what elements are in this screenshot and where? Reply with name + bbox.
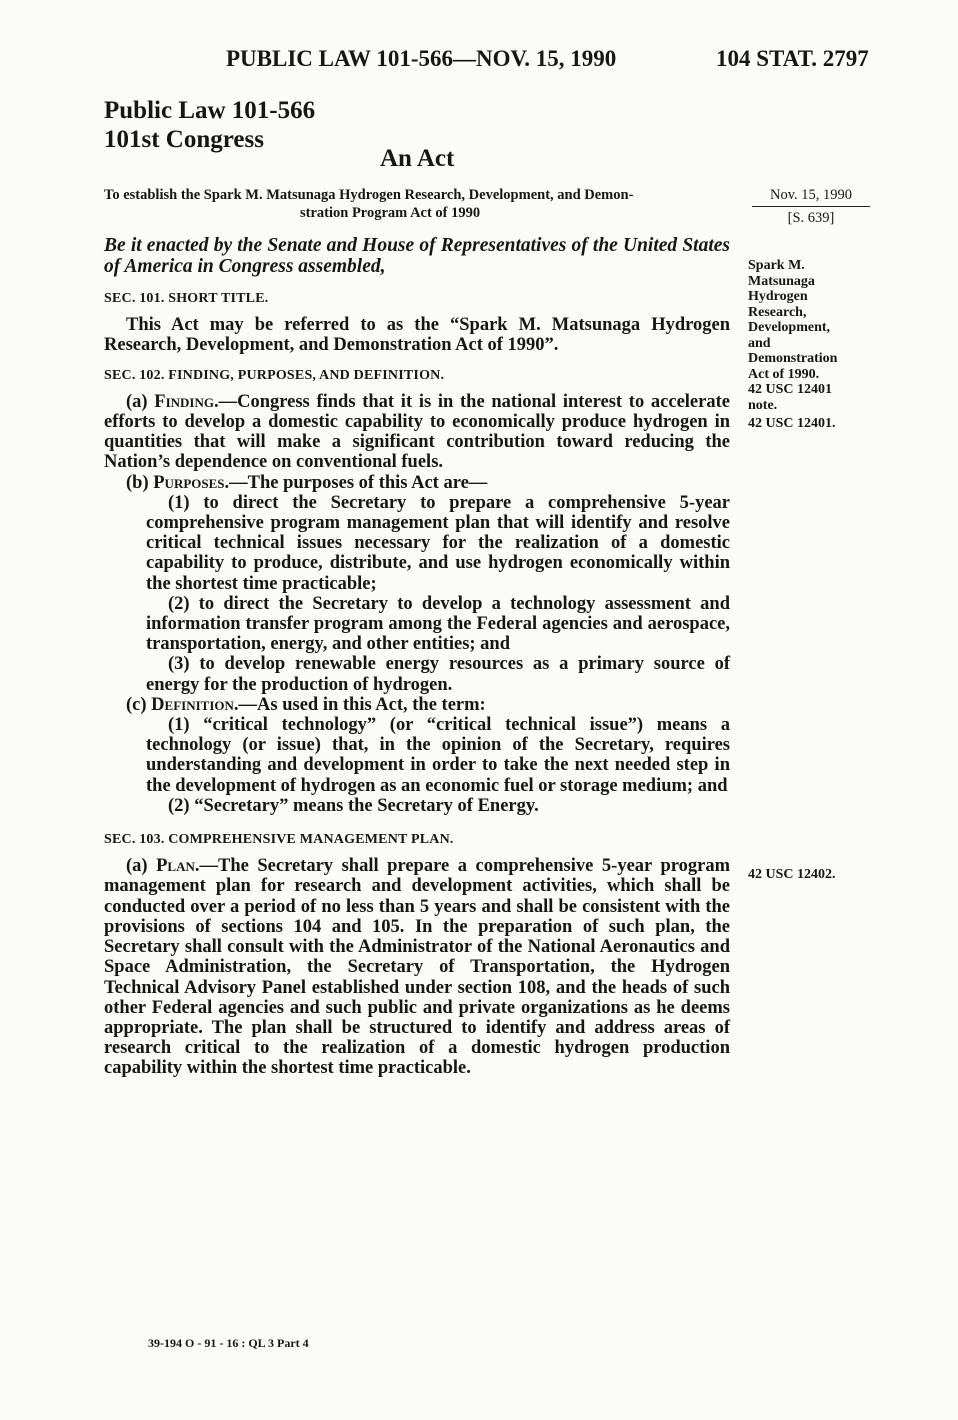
section-102-c-1: (1) “critical technology” (or “critical technical issue”) means a technology (or issue) that, in the opinion of the Secretary, requires understanding and development in order to take the next needed step in the development of hydrogen as an economic fuel or storage medium; and xyxy=(146,715,730,796)
margin-note-line: and xyxy=(748,335,771,351)
enactment-date: Nov. 15, 1990 xyxy=(752,186,870,207)
section-102-c-2: (2) “Secretary” means the Secretary of Energy. xyxy=(168,795,539,816)
long-title xyxy=(104,186,736,222)
section-102-b-3: (3) to develop renewable energy resources as a primary source of energy for the production of hydrogen. xyxy=(146,654,730,695)
section-103-heading: SEC. 103. COMPREHENSIVE MANAGEMENT PLAN. xyxy=(104,832,454,848)
subsection-caption: Purposes xyxy=(153,472,225,493)
section-102-c xyxy=(104,695,730,715)
subsection-label: (a) xyxy=(126,856,157,877)
margin-note-line: Matsunaga xyxy=(748,273,815,289)
long-title-line2: stration Program Act of 1990 xyxy=(300,205,481,221)
margin-note-line: Spark M. xyxy=(748,258,805,273)
section-103-a xyxy=(104,856,730,1078)
enacting-clause: Be it enacted by the Senate and House of Representatives of the United States of America in Congress assembled, xyxy=(104,235,730,277)
section-101-heading: SEC. 101. SHORT TITLE. xyxy=(104,291,269,306)
margin-note-line: Hydrogen xyxy=(748,289,808,304)
subsection-label: (c) xyxy=(126,694,152,715)
section-102-a xyxy=(104,392,730,473)
law-identification xyxy=(104,96,384,154)
subsection-text: .—Congress finds that it is in the national interest to accelerate efforts to develop a domestic capability to economically produce hydrogen in quantities that will make a significant contribution toward reducing the Nation’s dependence on conventional fuels. xyxy=(104,391,730,473)
margin-short-title-note xyxy=(748,258,878,413)
margin-date-block xyxy=(752,186,870,227)
long-title-line1: To establish the Spark M. Matsunaga Hydrogen Research, Development, and Demon- xyxy=(104,187,634,203)
margin-note-line: Demonstration xyxy=(748,351,838,366)
margin-usc-12402: 42 USC 12402. xyxy=(748,867,836,882)
law-number: Public Law 101-566 xyxy=(104,97,316,124)
subsection-text: .—The purposes of this Act are— xyxy=(224,472,488,493)
margin-note-line: 42 USC 12401 xyxy=(748,382,833,397)
subsection-label: (b) xyxy=(126,472,154,493)
section-102-heading: SEC. 102. FINDING, PURPOSES, AND DEFINITION. xyxy=(104,367,445,383)
page-stat: 104 STAT. 2797 xyxy=(716,46,869,71)
margin-note-line: Act of 1990. xyxy=(748,366,820,382)
subsection-caption: Definition xyxy=(151,694,234,715)
subsection-caption: Plan xyxy=(156,856,195,877)
margin-note-line: note. xyxy=(748,397,778,413)
print-code-footer: 39-194 O - 91 - 16 : QL 3 Part 4 xyxy=(148,1336,309,1350)
act-heading: An Act xyxy=(380,145,455,172)
margin-note-line: Research, xyxy=(748,304,807,320)
subsection-caption: Finding xyxy=(154,391,214,412)
subsection-text: .—The Secretary shall prepare a comprehensive 5-year program management plan for research and development activities, which shall be conducted over a period of no less than 5 years and shall be consistent with the provisions of sections 104 and 105. In the preparation of such plan, the Secretary shall consult with the Administrator of the National Aeronautics and Space Administration, the Secretary of Transportation, the Hydrogen Technical Advisory Panel established under section 108, and the heads of such other Federal agencies and such public and private organizations as he deems appropriate. The plan shall be structured to identify and address areas of research critical to the realization of a domestic hydrogen production capability within the shortest time practicable. xyxy=(104,856,730,1079)
section-101-text: This Act may be referred to as the “Spark M. Matsunaga Hydrogen Research, Development, and Demonstration Act of 1990”. xyxy=(104,315,730,356)
subsection-label: (a) xyxy=(126,391,155,412)
section-102-b-2: (2) to direct the Secretary to develop a technology assessment and information transfer program among the Federal agencies and aerospace, transportation, energy, and other entities; and xyxy=(146,593,730,655)
margin-note-line: Development, xyxy=(748,320,831,335)
subsection-text: .—As used in this Act, the term: xyxy=(233,694,486,715)
act-body xyxy=(104,235,730,1079)
bill-number: [S. 639] xyxy=(787,210,835,226)
section-102-b xyxy=(104,473,730,493)
margin-usc-12401: 42 USC 12401. xyxy=(748,416,836,431)
congress: 101st Congress xyxy=(104,126,264,153)
running-title: PUBLIC LAW 101-566—NOV. 15, 1990 xyxy=(226,46,617,71)
section-102-b-1: (1) to direct the Secretary to prepare a comprehensive 5-year comprehensive program management plan that will identify and resolve critical technical issues necessary for the realization of a domestic capability to produce, distribute, and use hydrogen economically within the shortest time practicable; xyxy=(146,492,730,594)
